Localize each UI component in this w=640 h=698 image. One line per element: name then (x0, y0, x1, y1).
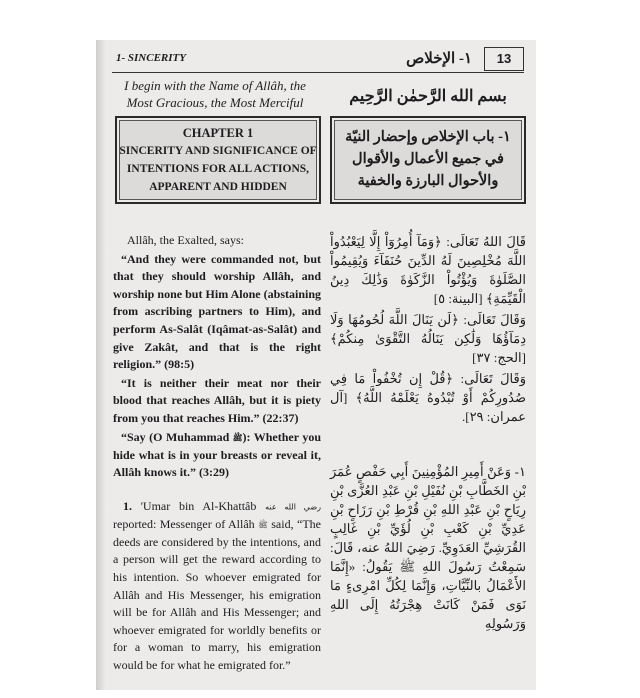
verse-3-text-a: “Say (O Muhammad (121, 429, 230, 444)
arabic-verse-2: وَقَالَ تَعَالَى: ﴿لَن يَنَالَ اللَّهَ لُحُومُهَا وَلَا دِمَآؤُهَا وَلَٰكِن يَنَالُهُ التَّقْوَىٰ مِنكُمْ﴾ [الحج: ٣٧] (330, 312, 526, 365)
arabic-hadith-1: ١- وَعَنْ أَمِيرِ المُؤْمِنِينَ أَبِي حَفْصٍ عُمَرَ بْنِ الخَطَّابِ بْنِ نُفَيْلِ بْنِ عَبْدِ العُزَّى بْنِ رِيَاحٍ بْنِ عَبْدِ اللهِ بْنِ قُرْطِ بْنِ رَزَاحٍ بْنِ عَدِيِّ بْنِ كَعْبِ بْنِ لُؤَيِّ بْنِ غَالِبٍ القُرَشِيِّ العَدَوِيِّ. رَضِيَ اللهُ عنه، قَالَ: سَمِعْتُ رَسُولَ اللهِ ﷺ يَقُولُ: «إِنَّمَا الأَعْمَالُ بالنِّيَّاتِ، وَإِنَّمَا لِكُلِّ امْرِىءٍ مَا نَوَى فَمَنْ كَانَتْ هِجْرَتُهُ إِلَى اللهِ وَرَسُولِهِ (330, 464, 526, 631)
arabic-column (330, 232, 526, 635)
running-head-ar: ١- الإخلاص (406, 51, 472, 67)
chapter-title-box-arabic: ١- باب الإخلاص وإحضار النيّة في جميع الأعمال والأقوال والأحوال البارزة والخفية (330, 116, 526, 204)
verse-1-text: “And they were commanded not, but that they should worship Allâh, and worship none but Him Alone (abstaining from ascribing partners to Him), and perform As-Salât (Iqâmat-as-Salât) and give Zakât, and that is the right religion.” (113, 251, 321, 372)
honorific-ar: رضي الله عنه (265, 502, 322, 512)
english-column (113, 232, 321, 676)
verse-2-ref: (22:37) (262, 410, 299, 425)
arabic-verse-3: وَقَالَ تَعَالَى: ﴿قُلْ إِن تُخْفُواْ مَا فِي صُدُورِكُمْ أَوْ تُبْدُوهُ يَعْلَمْهُ اللَّهُ﴾ [آل عمران: ٢٩]. (330, 371, 526, 424)
page-number: 13 (484, 47, 524, 71)
hadith-narrator: 'Umar bin Al-Khattâb (140, 498, 257, 513)
chapter-title: CHAPTER 1 (182, 126, 254, 140)
verse-1 (113, 251, 321, 374)
basmala-arabic: بسم الله الرَّحمٰن الرَّحِيم (349, 88, 507, 105)
chapter-title-box (115, 116, 321, 204)
verse-3-text-b: ): Whether you hide what is in your breasts or reveal it, Allâh knows it.” (113, 429, 321, 480)
hadith-number: 1. (123, 498, 132, 513)
page-spine-shadow (96, 40, 106, 690)
verse-2-text: “It is neither their meat nor their blood that reaches Allâh, but it is piety from you that reaches Him.” (113, 375, 321, 425)
basmala-english: I begin with the Name of Allâh, the Most Gracious, the Most Merciful (124, 78, 306, 110)
verse-2 (113, 375, 321, 428)
verse-3-ref: (3:29) (199, 465, 230, 480)
verse-3 (113, 429, 321, 482)
chapter-subtitle: SINCERITY AND SIGNIFICANCE OF INTENTIONS FOR ALL ACTIONS, APPARENT AND HIDDEN (119, 145, 317, 193)
hadith-text-1: reported: Messenger of Allâh (113, 516, 255, 531)
intro-line: Allâh, the Exalted, says: (127, 233, 244, 247)
salutation-icon-2: ﷺ (258, 520, 268, 530)
hadith-1 (113, 498, 321, 675)
salutation-icon: ﷺ (232, 432, 243, 442)
page-header (112, 46, 524, 73)
arabic-verse-1: قَالَ اللهُ تَعَالَى: ﴿وَمَآ أُمِرُوٓاْ إِلَّا لِيَعْبُدُواْ اللَّهَ مُخْلِصِينَ لَهُ الدِّينَ حُنَفَآءَ وَيُقِيمُواْ الصَّلَوٰةَ وَيُؤْتُواْ الزَّكَوٰةَ وَذَٰلِكَ دِينُ الْقَيِّمَةِ﴾ [البينة: ٥] (330, 234, 526, 306)
running-head-en: 1- SINCERITY (116, 52, 186, 64)
hadith-text-2: said, “The deeds are considered by the intentions, and a person will get the reward according to his intention. So whoever emigrated for Allâh and His Messenger, his emigration will be for Allâh and His Messenger; and whoever emigrated for worldly benefits or for a woman to marry, his emigration would be for what he emigrated for.” (113, 516, 321, 673)
verse-1-ref: (98:5) (164, 357, 195, 372)
